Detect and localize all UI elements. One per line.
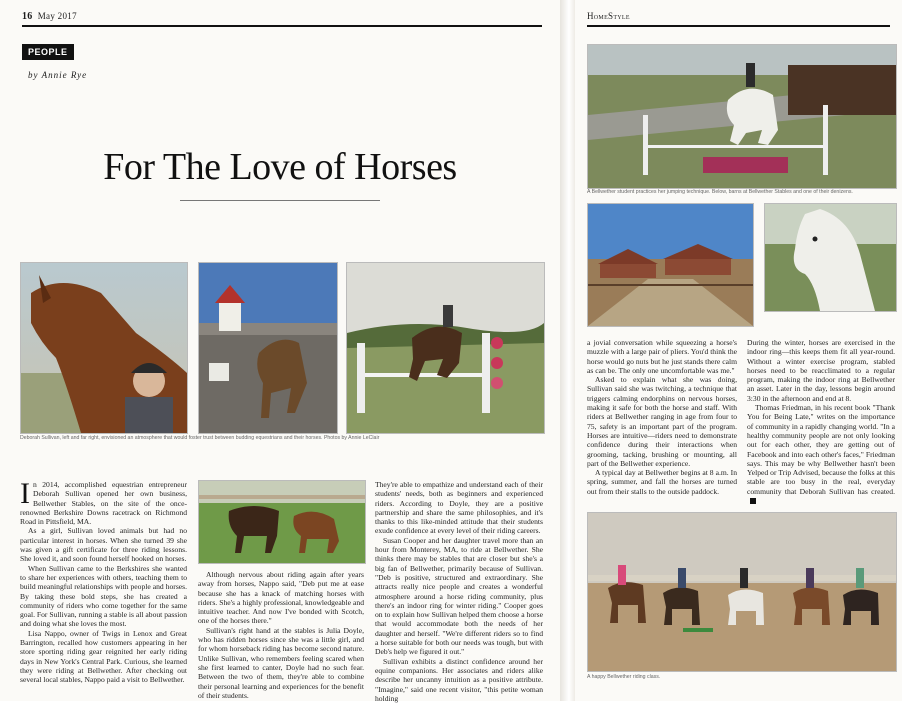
article-column-3	[375, 480, 543, 703]
headline: For The Love of Horses	[103, 146, 457, 188]
photo-woman-with-horse	[20, 262, 188, 434]
title-rule	[180, 200, 380, 201]
paragraph: During the winter, horses are exercised in the indoor ring—this keeps them fit all year-round. Without a winter exercise program, stabled horses need to be reacclimated to a regular program, making the indoor ring at Bellwether an asset. Later in the day, lessons begin around 3:30 in the afternoon and end at 8.	[747, 338, 895, 403]
bottom-photo-caption: A happy Bellwether riding class.	[587, 674, 661, 680]
photo-credit: Photos by Annie LeClair	[323, 435, 380, 441]
issue-date: May 2017	[37, 11, 77, 21]
paragraph: Lisa Nappo, owner of Twigs in Lenox and Great Barrington, recalled how customers appearing in her store sporting riding gear reignited her early riding days in New York's Central Park. Curious, she learned they were riding at Bellwether. After checking out several local stables, Nappo paid a visit to Bellwether.	[20, 628, 187, 685]
paragraph: They're able to empathize and understand each of their students' needs, both as beginners and experienced riders. According to Doyle, they are a positive partnership and share the same philosophies, and it's thanks to this like-minded attitude that their students exude confidence at every level of their riding careers.	[375, 480, 543, 536]
paragraph: Sullivan exhibits a distinct confidence around her equine companions. Her associates and riders alike describe her uncanny intuition as a positive attribute. "Imagine," said one recent visitor, "this petite woman holding	[375, 656, 543, 703]
photo-horses-grazing	[198, 480, 366, 564]
article-column-2	[198, 570, 364, 700]
photo-barn-cupola-sculpture	[198, 262, 338, 434]
article-column-5	[747, 338, 895, 498]
dropcap: I	[20, 477, 30, 510]
top-photo-caption: A Bellwether student practices her jumping technique. Below, barns at Bellwether Stables and one of their denizens.	[587, 189, 853, 195]
page-gutter	[560, 0, 575, 701]
paragraph: When Sullivan came to the Berkshires she wanted to share her experiences with others, teaching them to build meaningful relationships with people and horses. By taking these bold steps, she has created a community of riders who come together for the same goal. For Sullivan, running a stable is all about passion and doing what she loves the most.	[20, 563, 187, 629]
header-rule	[587, 25, 890, 27]
paragraph: Asked to explain what she was doing, Sullivan said she was twitching, a technique that triggers calming endorphins on nervous horses, making it safe for both the horse and staff. With riders at Bellwether ranging in age from four to 75, safety is an important part of the program. Horses are intuitive—riders need to demonstrate confidence during their interactions when grooming, tacking, brushing or mounting, all part of the Bellwether experience.	[587, 375, 737, 468]
paragraph: A typical day at Bellwether begins at 8 a.m. In spring, summer, and fall the horses are turned out from their stalls to the outside paddock.	[587, 468, 737, 496]
paragraph-text: n 2014, accomplished equestrian entrepreneur Deborah Sullivan opened her own business, Bellwether Stables, on the site of the once-renowned Berkshire Downs racetrack on Richmond Road in Pittsfield, MA.	[20, 480, 187, 527]
masthead: HomeStyle	[587, 11, 630, 21]
section-tag: PEOPLE	[22, 44, 74, 60]
page-number: 16	[22, 11, 33, 22]
paragraph: Susan Cooper and her daughter travel more than an hour from Monterey, MA, to ride at Bellwether. She thinks there may be stables that are closer but she's a big fan of Bellwether, primarily because of Sullivan. "Deb is positive, structured and extraordinary. She attracts really nice people and creates a wonderful atmosphere around a horse riding community, plus there's an indoor ring for winter riding." Cooper goes on to explain how Sullivan helped them choose a horse that would accommodate both the needs of her daughter and herself. "We're different riders so to find a horse suitable for both our needs was tough, but with Deb's help we figured it out."	[375, 535, 543, 657]
paragraph: Thomas Friedman, in his recent book "Thank You for Being Late," writes on the importance of community in a rapidly changing world. "In a healthy community people are not only looking out for each other, they are getting out of Facebook and into each other's faces," Friedman says. This may be why Bellwether hasn't been Yelped or Trip Advised, because the folks at this stable are too busy in the real, everyday community that Deborah Sullivan has created.	[747, 403, 895, 496]
paragraph: Although nervous about riding again after years away from horses, Nappo said, "Deb put me at ease because she has a knack of matching horses with riders. She's a highly professional, knowledgeable and intuitive teacher. And now I've bonded with Scotch, one of the horses there."	[198, 570, 364, 626]
article-column-4	[587, 338, 737, 498]
header-rule	[22, 25, 542, 27]
photo-caption	[20, 435, 543, 442]
paragraph	[20, 477, 187, 527]
photo-rider-jump	[346, 262, 545, 434]
right-page	[575, 0, 902, 701]
article-column-1	[20, 477, 187, 690]
byline: by Annie Rye	[28, 70, 88, 80]
photo-riding-class	[587, 512, 897, 672]
photo-student-jumping	[587, 44, 897, 189]
paragraph: As a girl, Sullivan loved animals but had no particular interest in horses. When she turned 39 she was given a gift certificate for three riding lessons. She loved it, and soon found herself hooked on horses.	[20, 526, 187, 564]
photo-barns	[587, 203, 754, 327]
caption-text: Deborah Sullivan, left and far right, envisioned an atmosphere that would foster trust between budding equestrians and their horses.	[20, 435, 323, 441]
paragraph: Sullivan's right hand at the stables is Julia Doyle, who has ridden horses since she was a little girl, and for whom horseback riding has become second nature. Unlike Sullivan, who remembers feeling scared when she first learned to canter, Doyle had no such fear. Between the two of them, they're able to combine their personal learning and experiences for the benefit of their students.	[198, 625, 364, 700]
folio	[22, 11, 77, 22]
paragraph: a jovial conversation while squeezing a horse's muzzle with a large pair of pliers. You'd think the horse would go nuts but he just stands there calm as can be. The only one uncomfortable was me."	[587, 338, 737, 375]
end-mark-icon	[750, 498, 756, 504]
photo-white-horse	[764, 203, 897, 312]
